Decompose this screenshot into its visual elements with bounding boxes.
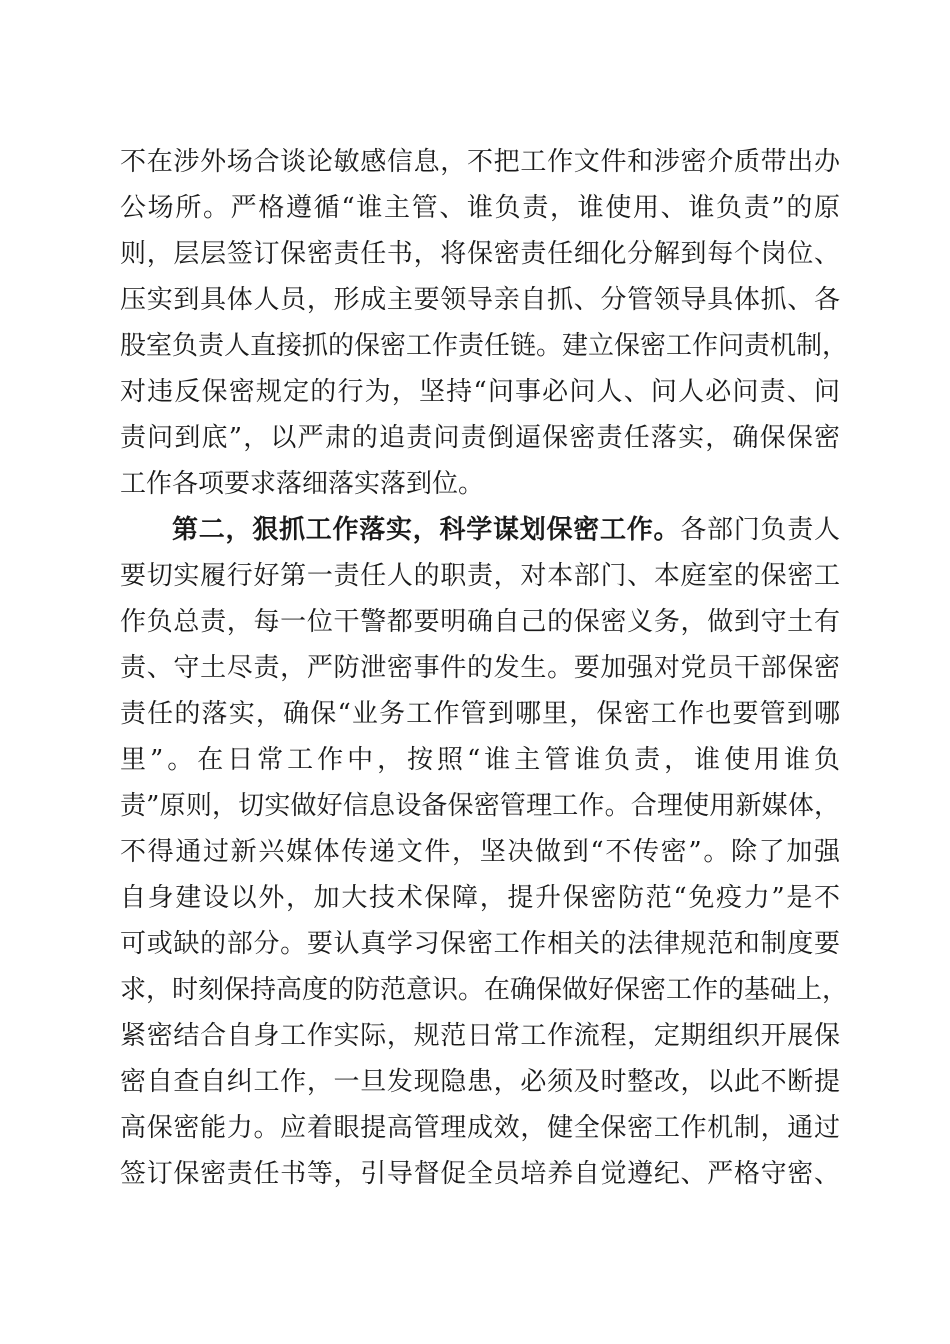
text-line: 签订保密责任书等，引导督促全员培养自觉遵纪、严格守密、	[120, 1159, 840, 1189]
text-span: 各部门负责人	[680, 515, 840, 545]
text-line: 则，层层签订保密责任书，将保密责任细化分解到每个岗位、	[120, 239, 840, 269]
text-line: 对违反保密规定的行为，坚持“问事必问人、问人必问责、问	[120, 377, 840, 407]
paragraph-first-line	[120, 507, 840, 553]
text-line: 责、守土尽责，严防泄密事件的发生。要加强对党员干部保密	[120, 653, 840, 683]
text-line: 高保密能力。应着眼提高管理成效，健全保密工作机制，通过	[120, 1113, 840, 1143]
text-line: 股室负责人直接抓的保密工作责任链。建立保密工作问责机制，	[120, 331, 849, 361]
text-line: 密自查自纠工作，一旦发现隐患，必须及时整改，以此不断提	[120, 1067, 840, 1097]
text-line: 不得通过新兴媒体传递文件，坚决做到“不传密”。除了加强	[120, 837, 840, 867]
text-line: 可或缺的部分。要认真学习保密工作相关的法律规范和制度要	[120, 929, 840, 959]
text-line: 责问到底”，以严肃的追责问责倒逼保密责任落实，确保保密	[120, 423, 840, 453]
text-line: 责任的落实，确保“业务工作管到哪里，保密工作也要管到哪	[120, 699, 840, 729]
document-body	[120, 139, 849, 1197]
text-line: 责”原则，切实做好信息设备保密管理工作。合理使用新媒体，	[120, 791, 840, 821]
text-line: 压实到具体人员，形成主要领导亲自抓、分管领导具体抓、各	[120, 285, 840, 315]
text-line: 作负总责，每一位干警都要明确自己的保密义务，做到守土有	[120, 607, 840, 637]
paragraph-1	[120, 139, 849, 507]
text-line: 不在涉外场合谈论敏感信息，不把工作文件和涉密介质带出办	[120, 147, 840, 177]
section-heading: 第二，狠抓工作落实，科学谋划保密工作。	[172, 515, 681, 545]
text-line: 自身建设以外，加大技术保障，提升保密防范“免疫力”是不	[120, 883, 840, 913]
text-line: 要切实履行好第一责任人的职责，对本部门、本庭室的保密工	[120, 561, 840, 591]
text-line: 工作各项要求落细落实落到位。	[120, 469, 485, 499]
text-line: 求，时刻保持高度的防范意识。在确保做好保密工作的基础上，	[120, 975, 849, 1005]
paragraph-2	[120, 507, 849, 1197]
text-line: 紧密结合自身工作实际，规范日常工作流程，定期组织开展保	[120, 1021, 840, 1051]
text-line: 公场所。严格遵循“谁主管、谁负责，谁使用、谁负责”的原	[120, 193, 840, 223]
text-line: 里”。在日常工作中，按照“谁主管谁负责，谁使用谁负	[120, 745, 840, 775]
